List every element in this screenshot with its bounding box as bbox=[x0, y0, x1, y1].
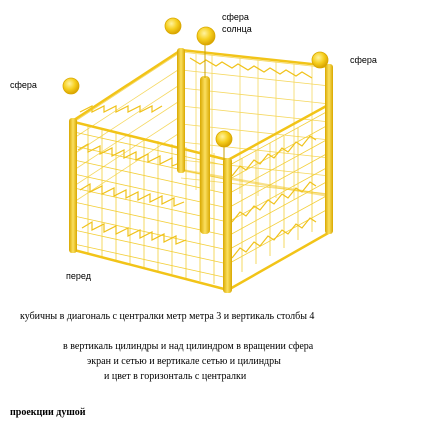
caption-title: проекции душой bbox=[10, 407, 86, 418]
sun-cylinder bbox=[200, 76, 210, 234]
sphere-top-left bbox=[165, 18, 181, 34]
sphere-sun bbox=[197, 27, 215, 45]
post-front bbox=[223, 158, 232, 293]
bottom-edge-left bbox=[74, 250, 228, 290]
bottom-edge-right bbox=[228, 232, 330, 290]
label-sphere-left: сфера bbox=[10, 80, 37, 90]
label-sphere-sun-2: солнца bbox=[222, 24, 252, 34]
label-sphere-sun-1: сфера bbox=[222, 12, 249, 22]
post-back bbox=[177, 48, 185, 173]
sphere-left bbox=[63, 78, 79, 94]
label-front: перед bbox=[66, 271, 91, 281]
caption-line-4: и цвет в горизонталь с централки bbox=[104, 371, 247, 382]
sphere-front bbox=[216, 131, 232, 147]
post-right bbox=[325, 64, 333, 234]
top-edge-back-right bbox=[181, 50, 330, 66]
caption-line-1: кубичны в диагональ с централки метр метра 3 и вертикаль столбы 4 bbox=[20, 311, 315, 322]
caption-line-3: экран и сетью и вертикале сетью и цилиндры bbox=[87, 356, 281, 367]
caption-line-2: в вертикаль цилиндры и над цилиндром в вращении сфера bbox=[63, 341, 314, 352]
label-sphere-right: сфера bbox=[350, 55, 377, 65]
sphere-right bbox=[312, 52, 328, 68]
vertical-posts bbox=[69, 44, 333, 293]
post-left bbox=[69, 118, 77, 253]
zigzag-bands bbox=[78, 58, 316, 258]
